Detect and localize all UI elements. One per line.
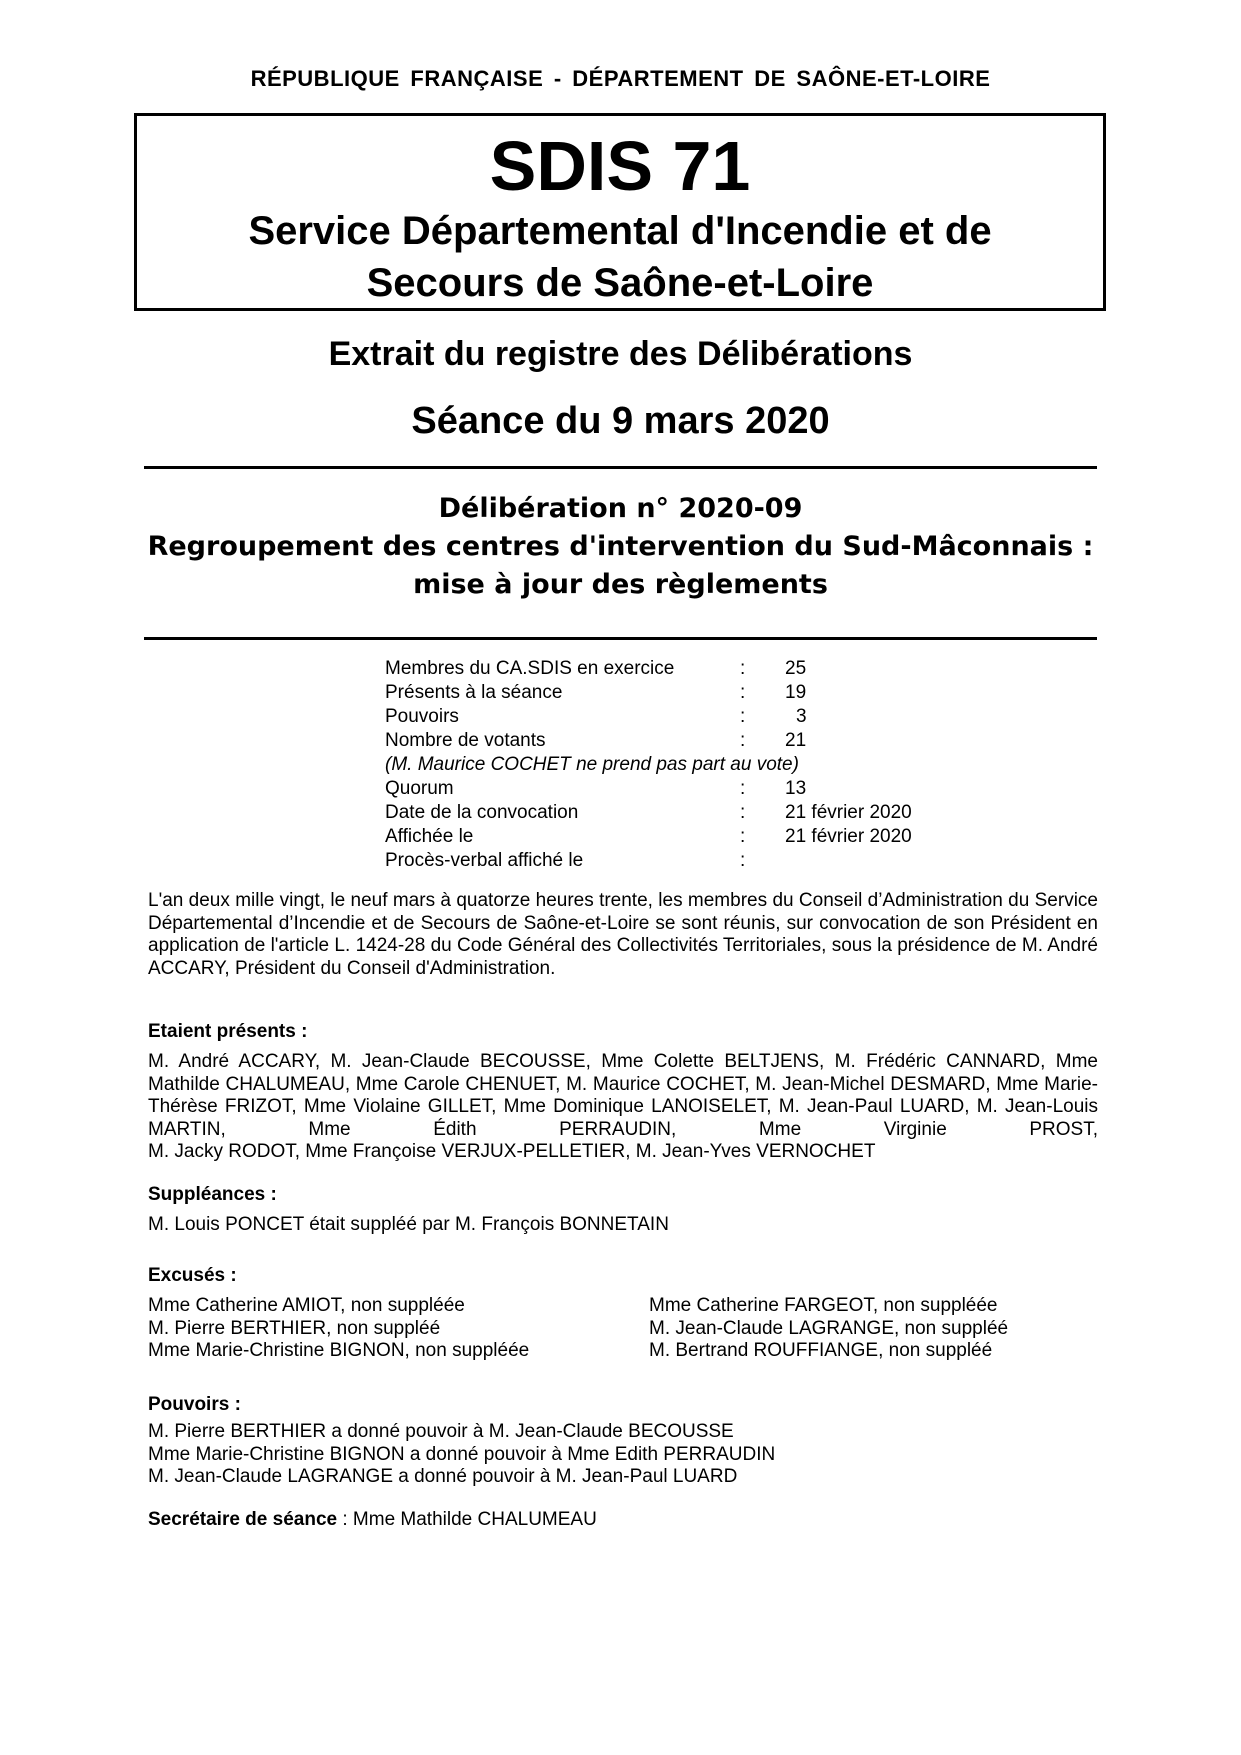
suppleances-text: M. Louis PONCET était suppléé par M. François BONNETAIN <box>148 1214 669 1235</box>
stat-row <box>385 681 945 705</box>
secretaire-label: Secrétaire de séance <box>148 1509 338 1530</box>
list-item: M. Bertrand ROUFFIANGE, non suppléé <box>649 1340 993 1361</box>
stat-row <box>385 777 945 801</box>
list-item: Mme Marie-Christine BIGNON a donné pouvoir à Mme Edith PERRAUDIN <box>148 1443 776 1465</box>
stat-row <box>385 849 945 873</box>
stat-row <box>385 657 945 681</box>
stat-label: Procès-verbal affiché le <box>385 850 584 871</box>
pouvoirs-list <box>148 1421 1098 1489</box>
stat-value: 21 février 2020 <box>785 826 912 847</box>
stat-note: (M. Maurice COCHET ne prend pas part au vote) <box>385 754 799 775</box>
stats-table <box>385 657 945 873</box>
stat-row <box>385 705 945 729</box>
intro-paragraph: L'an deux mille vingt, le neuf mars à quatorze heures trente, les membres du Conseil d’Administration du Service Départemental d’Incendie et de Secours de Saône-et-Loire se sont réunis, sur convocation de son Président en application de l'article L. 1424-28 du Code Général des Collectivités Territoriales, sous la présidence de M. André ACCARY, Président du Conseil d'Administration. <box>148 890 1098 979</box>
seance-date: Séance du 9 mars 2020 <box>411 400 830 442</box>
secretaire-line <box>148 1509 1098 1532</box>
stat-value: 19 <box>785 682 807 703</box>
presents-list <box>148 1051 1098 1164</box>
stat-row <box>385 729 945 753</box>
excuses-right-column <box>649 1295 1099 1363</box>
presents-heading: Etaient présents : <box>148 1021 308 1042</box>
list-item: M. Pierre BERTHIER a donné pouvoir à M. Jean-Claude BECOUSSE <box>148 1421 734 1442</box>
deliberation-block <box>0 490 1241 604</box>
stat-value: 21 février 2020 <box>785 802 912 823</box>
stat-label: Date de la convocation <box>385 802 579 823</box>
suppleances-heading: Suppléances : <box>148 1184 277 1205</box>
republic-header: RÉPUBLIQUE FRANÇAISE - DÉPARTEMENT DE SAÔNE-ET-LOIRE <box>250 66 991 91</box>
title-box <box>134 113 1106 311</box>
list-item: Mme Catherine AMIOT, non suppléée <box>148 1295 465 1316</box>
stat-label: Quorum <box>385 778 454 799</box>
stat-colon: : <box>740 658 746 679</box>
stat-label: Affichée le <box>385 826 474 847</box>
stat-value: 13 <box>785 778 807 799</box>
stat-value: 3 <box>796 706 807 727</box>
secretaire-value: : Mme Mathilde CHALUMEAU <box>337 1509 597 1530</box>
deliberation-title-line2: mise à jour des règlements <box>413 569 828 600</box>
stat-colon: : <box>740 682 746 703</box>
stat-row <box>385 801 945 825</box>
stat-colon: : <box>740 778 746 799</box>
excuses-heading: Excusés : <box>148 1265 237 1286</box>
list-item: Mme Marie-Christine BIGNON, non suppléée <box>148 1340 530 1361</box>
stat-label: Pouvoirs <box>385 706 459 727</box>
divider-top <box>144 466 1097 469</box>
stat-colon: : <box>740 802 746 823</box>
excuses-left-column <box>148 1295 648 1363</box>
stat-label: Membres du CA.SDIS en exercice <box>385 658 675 679</box>
divider-bottom <box>144 637 1097 640</box>
stat-row <box>385 825 945 849</box>
stat-colon: : <box>740 706 746 727</box>
presents-last-line: M. Jacky RODOT, Mme Françoise VERJUX-PELLETIER, M. Jean-Yves VERNOCHET <box>148 1141 876 1162</box>
list-item: M. Jean-Claude LAGRANGE, non suppléé <box>649 1317 1009 1339</box>
list-item: M. Jean-Claude LAGRANGE a donné pouvoir à M. Jean-Paul LUARD <box>148 1466 738 1487</box>
stat-value: 21 <box>785 730 807 751</box>
deliberation-number: Délibération n° 2020-09 <box>438 493 803 524</box>
org-short-name: SDIS 71 <box>489 127 751 205</box>
stat-label: Présents à la séance <box>385 682 563 703</box>
extrait-title: Extrait du registre des Délibérations <box>328 335 913 373</box>
deliberation-title-line1: Regroupement des centres d'intervention du Sud-Mâconnais : <box>147 531 1094 562</box>
org-name-line2: Secours de Saône-et-Loire <box>366 261 874 305</box>
stat-colon: : <box>740 826 746 847</box>
stat-colon: : <box>740 850 746 871</box>
list-item: M. Pierre BERTHIER, non suppléé <box>148 1317 441 1339</box>
pouvoirs-heading: Pouvoirs : <box>148 1394 241 1415</box>
stat-value: 25 <box>785 658 807 679</box>
org-name-line1: Service Départemental d'Incendie et de <box>248 209 992 253</box>
stat-colon: : <box>740 730 746 751</box>
stat-label: Nombre de votants <box>385 730 546 751</box>
list-item: Mme Catherine FARGEOT, non suppléée <box>649 1295 998 1316</box>
presents-text: M. André ACCARY, M. Jean-Claude BECOUSSE, Mme Colette BELTJENS, M. Frédéric CANNARD, Mme Mathilde CHALUMEAU, Mme Carole CHENUET, M. Maurice COCHET, M. Jean-Michel DESMARD, Mme Marie-Thérèse FRIZOT, Mme Violaine GILLET, Mme Dominique LANOISELET, M. Jean-Paul LUARD, M. Jean-Louis MARTIN, Mme Édith PERRAUDIN, Mme Virginie PROST, <box>148 1051 1098 1140</box>
